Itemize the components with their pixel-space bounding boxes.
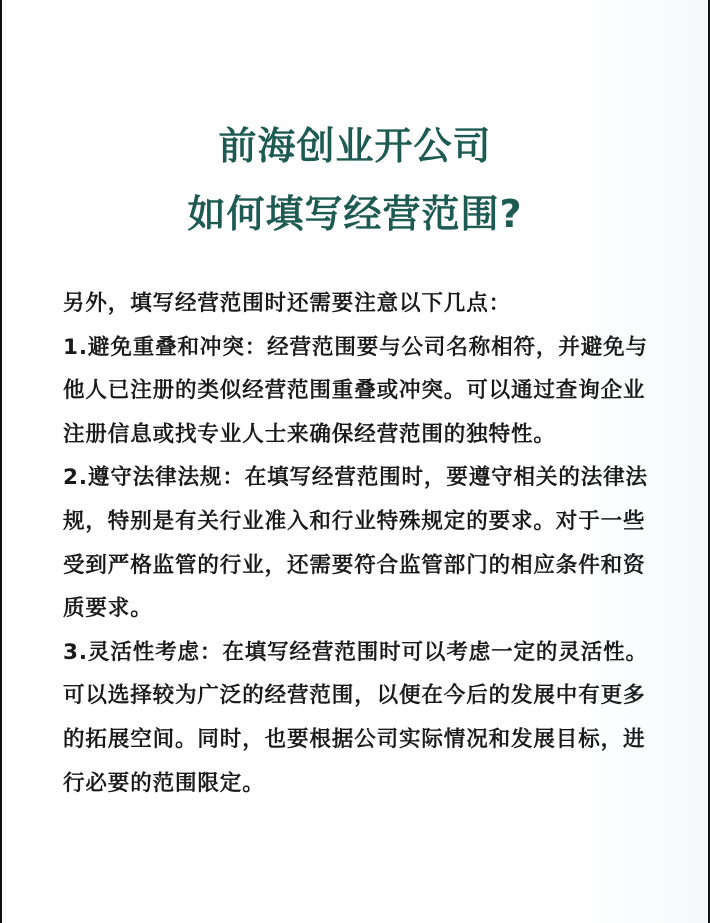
point-1-line-2: 他人已注册的类似经营范围重叠或冲突。可以通过查询企业 [63, 378, 646, 404]
point-2-line-4: 质要求。 [63, 596, 153, 622]
title-line-2: 如何填写经营范围? [187, 192, 523, 236]
point-3-line-1: 3.灵活性考虑：在填写经营范围时可以考虑一定的灵活性。 [63, 639, 648, 665]
point-2-line-1: 2.遵守法律法规：在填写经营范围时，要遵守相关的法律法 [63, 465, 648, 491]
point-3-line-4: 行必要的范围限定。 [63, 770, 265, 796]
point-2-line-2: 规，特别是有关行业准入和行业特殊规定的要求。对于一些 [63, 508, 646, 534]
intro-text: 另外，填写经营范围时还需要注意以下几点： [63, 291, 512, 316]
point-3-line-2: 可以选择较为广泛的经营范围，以便在今后的发展中有更多 [63, 683, 646, 709]
title-block [2, 112, 708, 248]
point-2-line-3: 受到严格监管的行业，还需要符合监管部门的相应条件和资 [63, 552, 646, 578]
point-3-flexibility [63, 631, 653, 805]
point-2-comply-with-laws [63, 456, 653, 630]
title-line-1: 前海创业开公司 [218, 124, 492, 168]
point-1-avoid-overlap [63, 326, 653, 457]
point-1-line-3: 注册信息或找专业人士来确保经营范围的独特性。 [63, 421, 556, 447]
point-1-line-1: 1.避免重叠和冲突：经营范围要与公司名称相符，并避免与 [63, 334, 648, 360]
point-3-line-3: 的拓展空间。同时，也要根据公司实际情况和发展目标，进 [63, 726, 646, 752]
body-text [63, 282, 653, 805]
